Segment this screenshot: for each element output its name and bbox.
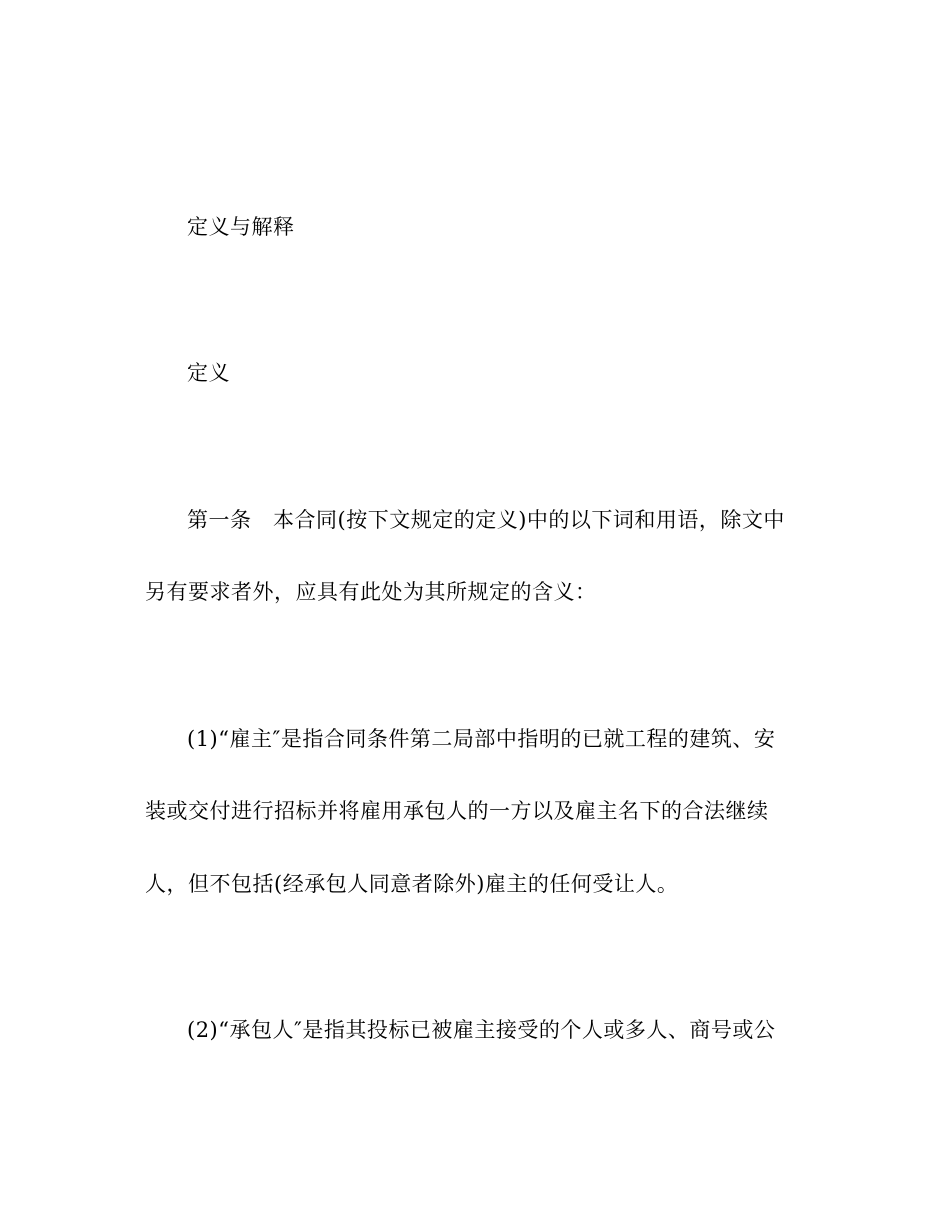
subsection-heading: 定义 bbox=[187, 361, 230, 385]
article-1-line-2: 另有要求者外，应具有此处为其所规定的含义： bbox=[145, 580, 597, 604]
item-1-line-1: (1)“雇主″是指合同条件第二局部中指明的已就工程的建筑、安 bbox=[187, 727, 776, 751]
item-1-line-2: 装或交付进行招标并将雇用承包人的一方以及雇主名下的合法继续 bbox=[145, 799, 769, 823]
article-1-line-1: 第一条 本合同(按下文规定的定义)中的以下词和用语，除文中 bbox=[187, 508, 785, 532]
item-2-line-1: (2)“承包人″是指其投标已被雇主接受的个人或多人、商号或公 bbox=[187, 1018, 776, 1042]
item-1-line-3: 人，但不包括(经承包人同意者除外)雇主的任何受让人。 bbox=[145, 872, 679, 896]
section-heading: 定义与解释 bbox=[187, 215, 295, 239]
